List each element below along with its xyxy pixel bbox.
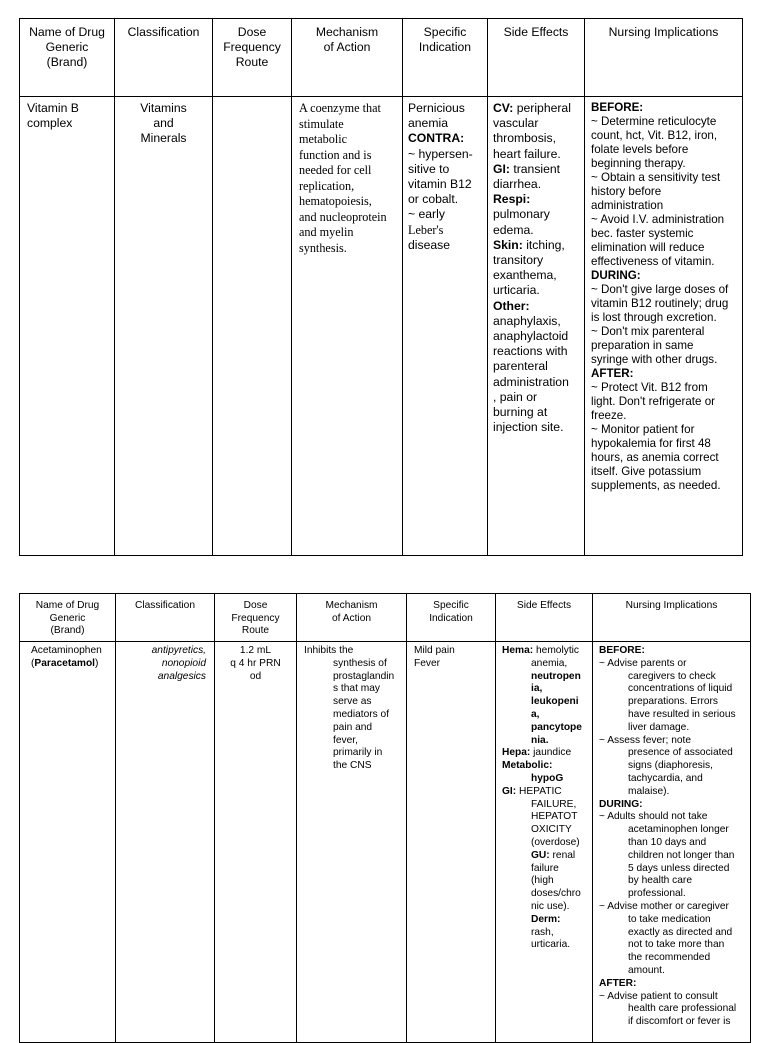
nursing-implications-cell: BEFORE: ~ Advise parents or caregivers to check concentrations of liquid preparations. Errors have resulted in serious liver damage. ~ Assess fever; note presence of associated signs (diaphoresis, tachycardia, and malaise). DURING: ~ Adults should not take acetaminophen longer than 10 days and children not longer than 5 days unless directed by health care professional. ~ Advise mother or caregiver to take medication exactly as directed and not to take more than the recommended amount. AFTER: ~ Advise patient to consult health care professional if discomfort or fever is: [593, 642, 751, 1043]
drug-table-vitamin-b: [19, 18, 743, 556]
mechanism-cell: A coenzyme that stimulate metabolic function and is needed for cell replication, hematopoiesis, and nucleoprotein and myelin synthesis.: [292, 97, 403, 556]
nursing-implications-cell: BEFORE: ~ Determine reticulocyte count, hct, Vit. B12, iron, folate levels before beginning therapy. ~ Obtain a sensitivity test history before administration ~ Avoid I.V. administration bec. faster systemic elimination will reduce effectiveness of vitamin. DURING: ~ Don't give large doses of vitamin B12 routinely; drug is lost through excretion. ~ Don't mix parenteral preparation in same syringe with other drugs. AFTER: ~ Protect Vit. B12 from light. Don't refrigerate or freeze. ~ Monitor patient for hypokalemia for first 48 hours, as anemia correct itself. Give potassium supplements, as needed.: [585, 97, 743, 556]
header-side-effects: Side Effects: [496, 594, 593, 642]
header-dose: Dose Frequency Route: [215, 594, 297, 642]
header-nursing-implications: Nursing Implications: [585, 19, 743, 97]
dose-cell: 1.2 mL q 4 hr PRN od: [215, 642, 297, 1043]
side-effects-cell: CV: peripheral vascular thrombosis, heart failure. GI: transient diarrhea. Respi: pulmonary edema. Skin: itching, transitory exanthema, urticaria. Other: anaphylaxis, anaphylactoid reactions with parenteral administration , pain or burning at injection site.: [488, 97, 585, 556]
contra-label: CONTRA:: [408, 131, 465, 146]
header-drug-name: Name of Drug Generic (Brand): [20, 19, 115, 97]
table-row: [20, 642, 751, 1043]
indication-cell: Pernicious anemia CONTRA: ~ hypersen- sitive to vitamin B12 or cobalt. ~ early Leber's disease: [403, 97, 488, 556]
side-effects-cell: Hema: hemolytic anemia, neutropen ia, leukopeni a, pancytope nia. Hepa: jaundice Metabolic: hypoG GI: HEPATIC FAILURE, HEPATOT OXICITY (overdose) GU: renal failure (high doses/chro nic use). Derm: rash, urticaria.: [496, 642, 593, 1043]
table-row: [20, 97, 743, 556]
drug-name-cell: Acetaminophen (Paracetamol): [20, 642, 116, 1043]
header-side-effects: Side Effects: [488, 19, 585, 97]
header-mechanism: Mechanism of Action: [297, 594, 407, 642]
mechanism-cell: Inhibits the synthesis of prostaglandin s that may serve as mediators of pain and fever, primarily in the CNS: [297, 642, 407, 1043]
header-dose: Dose Frequency Route: [213, 19, 292, 97]
classification-cell: antipyretics, nonopioid analgesics: [116, 642, 215, 1043]
header-indication: Specific Indication: [403, 19, 488, 97]
brand-name: Paracetamol: [34, 657, 95, 669]
header-classification: Classification: [115, 19, 213, 97]
header-drug-name: Name of Drug Generic (Brand): [20, 594, 116, 642]
classification-cell: Vitamins and Minerals: [115, 97, 213, 556]
header-classification: Classification: [116, 594, 215, 642]
header-nursing-implications: Nursing Implications: [593, 594, 751, 642]
drug-table-acetaminophen: [19, 593, 751, 1043]
dose-cell: [213, 97, 292, 556]
table-header-row: [20, 594, 751, 642]
drug-name-cell: Vitamin B complex: [20, 97, 115, 556]
header-mechanism: Mechanism of Action: [292, 19, 403, 97]
indication-cell: Mild pain Fever: [407, 642, 496, 1043]
header-indication: Specific Indication: [407, 594, 496, 642]
table-header-row: [20, 19, 743, 97]
